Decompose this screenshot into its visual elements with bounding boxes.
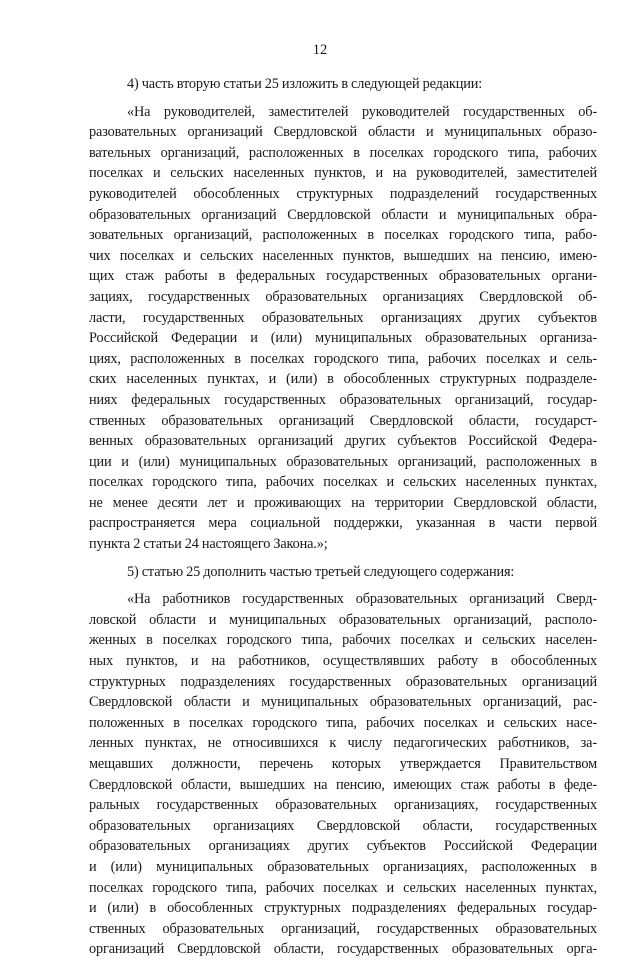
text-line: образовательных организаций Свердловской области и муниципальных обра- bbox=[89, 206, 597, 223]
text-line: образовательных организациях других субъектов Российской Федерации bbox=[89, 838, 597, 855]
text-line: ственных образовательных организаций, государственных образовательных bbox=[89, 920, 597, 937]
text-line: не менее десяти лет и проживающих на территории Свердловской области, bbox=[89, 494, 597, 511]
text-line: положенных в поселках городского типа, рабочих поселках и сельских насе- bbox=[89, 714, 597, 731]
text-line: Российской Федерации и (или) муниципальных образовательных организа- bbox=[89, 330, 597, 347]
text-line: ласти, государственных образовательных организациях других субъектов bbox=[89, 309, 597, 326]
text-line: структурных подразделениях государственных образовательных организаций bbox=[89, 673, 597, 690]
text-line: щих стаж работы в федеральных государственных образовательных органи- bbox=[89, 268, 597, 285]
text-line: «На руководителей, заместителей руководителей государственных об- bbox=[127, 103, 597, 120]
text-line: вательных организаций, расположенных в поселках городского типа, рабочих bbox=[89, 144, 597, 161]
text-line: циях, расположенных в поселках городского типа, рабочих поселках и сель- bbox=[89, 350, 597, 367]
text-line: ниях федеральных государственных образовательных организаций, государ- bbox=[89, 391, 597, 408]
text-line: Свердловской области и муниципальных образовательных организаций, рас- bbox=[89, 694, 597, 711]
text-line: «На работников государственных образовательных организаций Сверд- bbox=[127, 591, 597, 608]
text-line: ральных государственных образовательных организациях, государственных bbox=[89, 797, 597, 814]
text-line: разовательных организаций Свердловской области и муниципальных образо- bbox=[89, 124, 597, 141]
text-line: 4) часть вторую статьи 25 изложить в следующей редакции: bbox=[127, 76, 483, 92]
text-line: поселках городского типа, рабочих поселках и сельских населенных пунктах, bbox=[89, 879, 597, 896]
text-line: образовательных организациях Свердловской области, государственных bbox=[89, 817, 597, 834]
text-line: и (или) муниципальных образовательных организациях, расположенных в bbox=[89, 858, 597, 875]
text-line: ных пунктов, и на работников, осуществлявших работу в обособленных bbox=[89, 653, 597, 670]
text-line: Свердловской области, вышедших на пенсию, имеющих стаж работы в феде- bbox=[89, 776, 597, 793]
text-line: организаций Свердловской области, государственных образовательных орга- bbox=[89, 941, 597, 958]
paragraph-article-25-part-3 bbox=[89, 589, 597, 960]
text-line: распространяется мера социальной поддержки, указанная в части первой bbox=[89, 515, 597, 532]
text-line: ственных образовательных организаций Свердловской области, государст- bbox=[89, 412, 597, 429]
text-line: мещавших должности, перечень которых утверждается Правительством bbox=[89, 756, 597, 772]
text-line: ских населенных пунктах, и (или) в обособленных структурных подразделе- bbox=[89, 371, 597, 388]
document-body bbox=[89, 74, 597, 960]
text-line: ловской области и муниципальных образовательных организаций, располо- bbox=[89, 611, 597, 628]
text-line: ленных пунктах, не относившихся к числу педагогических работников, за- bbox=[89, 735, 597, 752]
paragraph-item-5 bbox=[89, 562, 597, 583]
text-line: венных образовательных организаций других субъектов Российской Федера- bbox=[89, 433, 597, 450]
text-line: чих поселках и сельских населенных пунктов, вышедших на пенсию, имею- bbox=[89, 247, 597, 264]
text-line: зациях, государственных образовательных организациях Свердловской об- bbox=[89, 288, 597, 305]
text-line: женных в поселках городского типа, рабочих поселках и сельских населен- bbox=[89, 632, 597, 649]
page-number: 12 bbox=[312, 42, 328, 58]
paragraph-article-25-part-2 bbox=[89, 102, 597, 555]
text-line: поселках и сельских населенных пунктов, и на руководителей, заместителей bbox=[89, 165, 597, 182]
text-line: руководителей обособленных структурных подразделений государственных bbox=[89, 185, 597, 202]
paragraph-item-4 bbox=[89, 74, 597, 95]
text-line: ции и (или) муниципальных образовательных организаций, расположенных в bbox=[89, 453, 597, 470]
text-line: пункта 2 статьи 24 настоящего Закона.»; bbox=[89, 536, 328, 553]
text-line: зовательных организаций, расположенных в поселках городского типа, рабо- bbox=[89, 227, 597, 244]
text-line: 5) статью 25 дополнить частью третьей следующего содержания: bbox=[127, 563, 515, 580]
text-line: и (или) в обособленных структурных подразделениях федеральных государ- bbox=[89, 900, 597, 917]
text-line: поселках городского типа, рабочих поселках и сельских населенных пунктах, bbox=[89, 474, 597, 491]
